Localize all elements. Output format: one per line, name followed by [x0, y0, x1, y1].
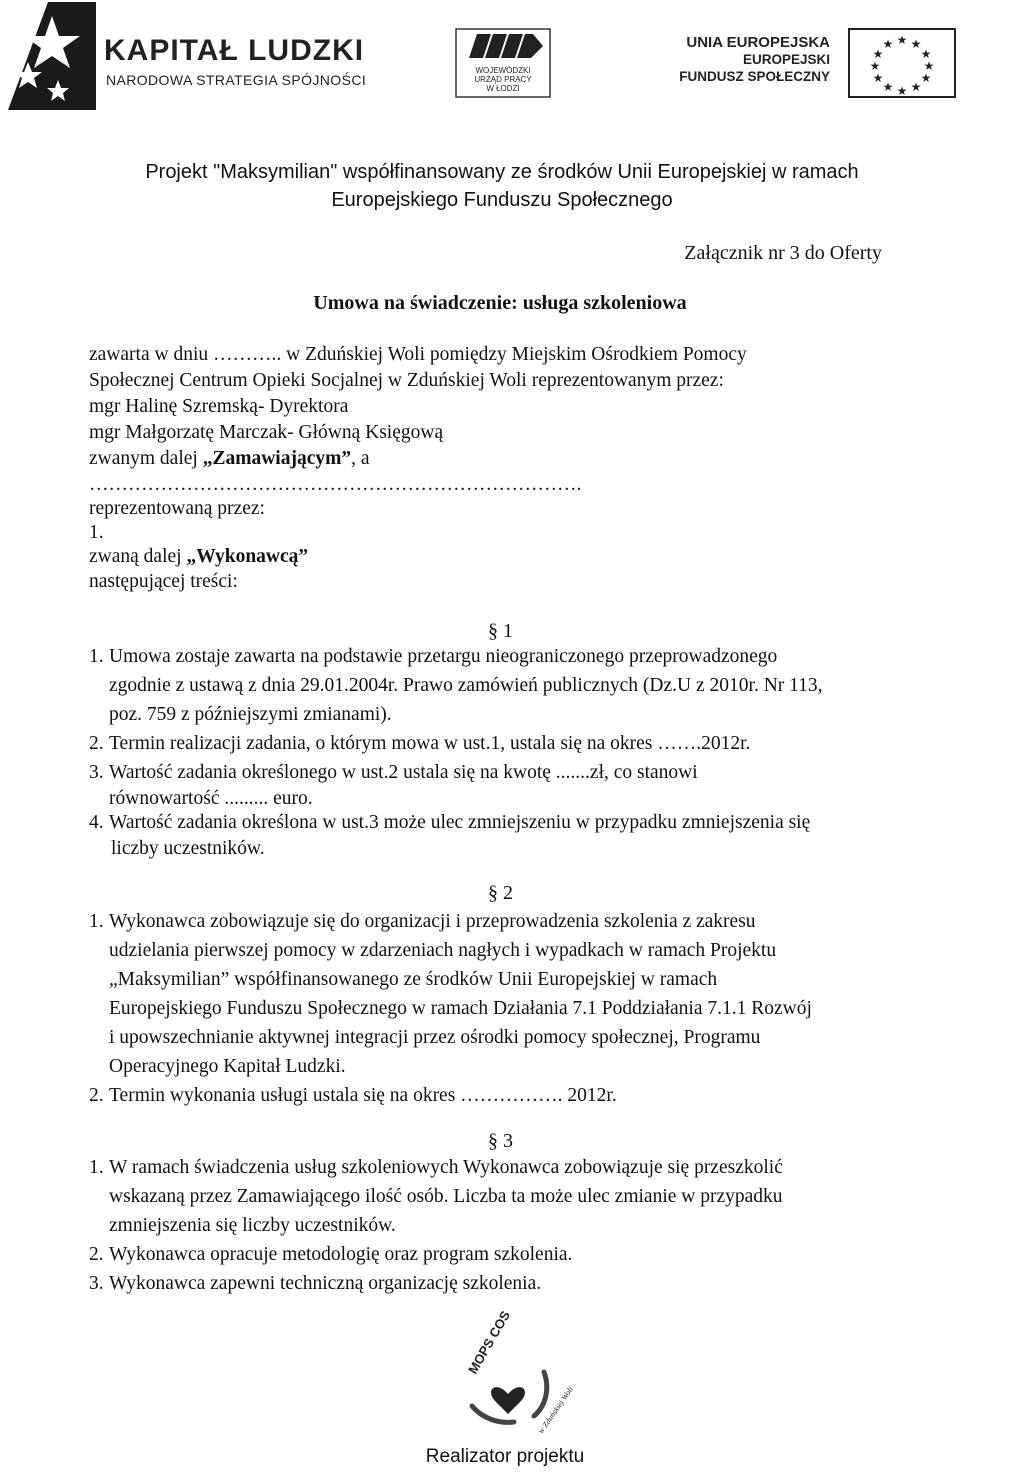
s1-item-2-line-1: Termin realizacji zadania, o którym mowa w ust.1, ustala się na okres …….2012r. — [109, 733, 751, 754]
ue-text — [679, 34, 830, 85]
section-3-heading: § 3 — [488, 1130, 513, 1152]
zamawiajacy-label: „Zamawiającym” — [202, 448, 352, 469]
svg-text:★: ★ — [872, 71, 884, 85]
section-1-heading: § 1 — [488, 620, 513, 642]
s1-item-3-line-2: równowartość ......... euro. — [109, 788, 313, 809]
svg-text:★: ★ — [896, 33, 908, 47]
kapital-ludzki-star-icon — [8, 2, 96, 110]
intro-line-7: reprezentowaną przez: — [89, 498, 265, 519]
s3-item-2-line-1: Wykonawca opracuje metodologię oraz program szkolenia. — [109, 1244, 573, 1265]
s3-item-3-num: 3. — [89, 1273, 104, 1294]
mops-heart-hands-icon — [458, 1308, 576, 1442]
intro-line-3: mgr Halinę Szremską- Dyrektora — [89, 396, 349, 417]
s1-item-1-num: 1. — [89, 646, 104, 667]
svg-text:★: ★ — [872, 47, 884, 61]
intro-line-6: …………………………………………………………………. — [89, 474, 582, 495]
intro-line-8: 1. — [89, 522, 104, 543]
wup-line-2: URZĄD PRACY — [474, 75, 532, 84]
s1-item-4-line-2: liczby uczestników. — [111, 838, 265, 859]
s1-item-3-num: 3. — [89, 762, 104, 783]
kapital-ludzki-title: KAPITAŁ LUDZKI — [104, 34, 365, 67]
project-title — [0, 158, 1004, 214]
wup-lodz-logo — [455, 28, 551, 98]
s2-item-2-line-1: Termin wykonania usługi ustala się na okres ……………. 2012r. — [109, 1085, 617, 1106]
s1-item-4-num: 4. — [89, 812, 104, 833]
svg-text:★: ★ — [896, 84, 908, 98]
eu-flag-icon — [848, 28, 956, 98]
s2-item-1-line-1: Wykonawca zobowiązuje się do organizacji i przeprowadzenia szkolenia z zakresu — [109, 911, 756, 932]
s1-item-4 — [89, 808, 810, 837]
s3-item-3 — [89, 1269, 541, 1298]
project-title-line-1: Projekt "Maksymilian" współfinansowany ze środków Unii Europejskiej w ramach — [145, 161, 859, 183]
s2-item-2 — [89, 1081, 617, 1110]
ue-line-2: EUROPEJSKI — [742, 52, 830, 67]
s3-item-1 — [89, 1153, 783, 1182]
svg-text:★: ★ — [869, 59, 881, 73]
s2-item-1-line-2: udzielania pierwszej pomocy w zdarzeniach nagłych i wypadkach w ramach Projektu — [109, 940, 777, 961]
wykonawca-label: „Wykonawcą” — [186, 546, 309, 567]
s2-item-1-num: 1. — [89, 911, 104, 932]
unia-europejska-logo — [679, 28, 960, 98]
wup-line-1: WOJEWÓDZKI — [475, 66, 531, 75]
intro-line-5-pre: zwanym dalej — [89, 448, 203, 469]
s1-item-3 — [89, 758, 698, 787]
s2-item-1 — [89, 907, 756, 936]
s1-item-1-line-1: Umowa zostaje zawarta na podstawie przetargu nieograniczonego przeprowadzonego — [109, 646, 778, 667]
intro-line-10: następującej treści: — [89, 571, 238, 592]
mops-cos-logo — [458, 1308, 576, 1442]
contract-title: Umowa na świadczenie: usługa szkoleniowa — [313, 292, 687, 314]
intro-line-9 — [89, 544, 308, 569]
annex-label: Załącznik nr 3 do Oferty — [684, 242, 882, 264]
s1-item-1-line-3: poz. 759 z późniejszymi zmianami). — [109, 704, 392, 725]
intro-line-1: zawarta w dniu ……….. w Zduńskiej Woli pomiędzy Miejskim Ośrodkiem Pomocy — [89, 344, 747, 365]
svg-text:★: ★ — [910, 80, 922, 94]
s3-item-2 — [89, 1240, 572, 1269]
wup-text — [455, 66, 551, 93]
s1-item-1-line-2: zgodnie z ustawą z dnia 29.01.2004r. Prawo zamówień publicznych (Dz.U z 2010r. Nr 113, — [109, 675, 823, 696]
s2-item-1-line-3: „Maksymilian” współfinansowanego ze środków Unii Europejskiej w ramach — [109, 969, 718, 990]
s1-item-3-line-1: Wartość zadania określonego w ust.2 ustala się na kwotę .......zł, co stanowi — [109, 762, 698, 783]
kapital-ludzki-subtitle: NARODOWA STRATEGIA SPÓJNOŚCI — [106, 72, 367, 88]
intro-line-9-pre: zwaną dalej — [89, 546, 187, 567]
realizator-label: Realizator projektu — [425, 1446, 585, 1467]
svg-text:★: ★ — [920, 47, 932, 61]
s2-item-1-line-4: Europejskiego Funduszu Społecznego w ramach Działania 7.1 Poddziałania 7.1.1 Rozwój — [109, 998, 812, 1019]
header-logos — [0, 0, 960, 120]
s1-item-2-num: 2. — [89, 733, 104, 754]
s2-item-2-num: 2. — [89, 1085, 104, 1106]
s3-item-1-line-3: zmniejszenia się liczby uczestników. — [109, 1215, 396, 1236]
intro-line-2: Społecznej Centrum Opieki Socjalnej w Zduńskiej Woli reprezentowanym przez: — [89, 370, 724, 391]
s2-item-1-line-5: i upowszechnianie aktywnej integracji przez ośrodki pomocy społecznej, Programu — [109, 1027, 761, 1048]
s2-item-1-line-6: Operacyjnego Kapitał Ludzki. — [109, 1056, 346, 1077]
s1-item-2 — [89, 729, 750, 758]
s3-item-2-num: 2. — [89, 1244, 104, 1265]
svg-text:★: ★ — [910, 37, 922, 51]
mops-logo-subtext: w Zduńskiej Woli — [536, 1385, 576, 1436]
svg-text:★: ★ — [882, 37, 894, 51]
intro-line-4: mgr Małgorzatę Marczak- Główną Księgową — [89, 422, 444, 443]
s3-item-1-line-2: wskazaną przez Zamawiającego ilość osób. Liczba ta może ulec zmianie w przypadku — [109, 1186, 783, 1207]
intro-line-5-post: , a — [351, 448, 370, 469]
kapital-ludzki-logo — [8, 2, 388, 112]
s1-item-1 — [89, 642, 777, 671]
s1-item-4-line-1: Wartość zadania określona w ust.3 może ulec zmniejszeniu w przypadku zmniejszenia się — [109, 812, 811, 833]
svg-text:★: ★ — [923, 59, 935, 73]
svg-text:★: ★ — [920, 71, 932, 85]
mops-logo-text: MOPS COS — [465, 1308, 514, 1377]
wup-line-3: W ŁODZI — [486, 84, 520, 93]
intro-line-5 — [89, 446, 370, 471]
s3-item-1-line-1: W ramach świadczenia usług szkoleniowych Wykonawca zobowiązuje się przeszkolić — [109, 1157, 783, 1178]
svg-text:★: ★ — [882, 80, 894, 94]
ue-line-1: UNIA EUROPEJSKA — [686, 34, 830, 51]
section-2-heading: § 2 — [488, 882, 513, 904]
s3-item-1-num: 1. — [89, 1157, 104, 1178]
ue-line-3: FUNDUSZ SPOŁECZNY — [679, 69, 830, 84]
s3-item-3-line-1: Wykonawca zapewni techniczną organizację szkolenia. — [109, 1273, 542, 1294]
project-title-line-2: Europejskiego Funduszu Społecznego — [331, 189, 673, 211]
